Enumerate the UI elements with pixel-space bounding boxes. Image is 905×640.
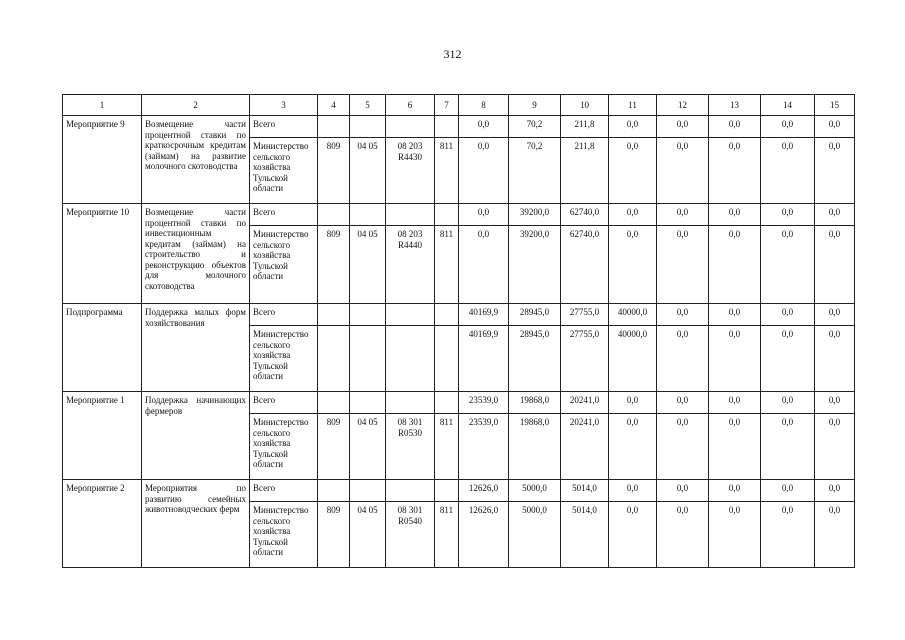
program-description: Возмещение части процентной ставки по инвестиционным кредитам (займам) на строительство и реконструкцию объектов для молочного скотоводства [142, 204, 250, 304]
value-cell: 0,0 [459, 138, 509, 204]
code-grbs-cell [318, 392, 350, 414]
executor-cell: Министерство сельского хозяйства Тульской области [250, 414, 318, 480]
code-section-cell: 04 05 [350, 414, 386, 480]
value-cell: 0,0 [761, 502, 815, 568]
value-cell: 0,0 [761, 138, 815, 204]
value-cell: 0,0 [657, 138, 709, 204]
value-cell: 211,8 [561, 138, 609, 204]
value-cell: 0,0 [657, 502, 709, 568]
code-grbs-cell: 809 [318, 226, 350, 304]
value-cell: 0,0 [761, 226, 815, 304]
column-header-11: 11 [609, 95, 657, 116]
column-header-4: 4 [318, 95, 350, 116]
program-name: Мероприятие 10 [63, 204, 142, 304]
executor-cell: Министерство сельского хозяйства Тульской области [250, 226, 318, 304]
code-type-cell [435, 480, 459, 502]
column-header-13: 13 [709, 95, 761, 116]
executor-cell: Министерство сельского хозяйства Тульской области [250, 138, 318, 204]
code-type-cell [435, 204, 459, 226]
value-cell: 39200,0 [509, 204, 561, 226]
value-cell: 211,8 [561, 116, 609, 138]
code-target-cell [386, 480, 435, 502]
code-type-cell: 811 [435, 414, 459, 480]
value-cell: 40000,0 [609, 326, 657, 392]
code-type-cell [435, 392, 459, 414]
value-cell: 0,0 [657, 204, 709, 226]
code-section-cell [350, 480, 386, 502]
value-cell: 0,0 [761, 326, 815, 392]
value-cell: 0,0 [657, 392, 709, 414]
code-type-cell: 811 [435, 138, 459, 204]
code-grbs-cell: 809 [318, 414, 350, 480]
value-cell: 23539,0 [459, 392, 509, 414]
code-target-cell: 08 203 R4440 [386, 226, 435, 304]
value-cell: 0,0 [761, 204, 815, 226]
value-cell: 0,0 [815, 138, 855, 204]
executor-cell: Всего [250, 304, 318, 326]
program-name: Мероприятие 1 [63, 392, 142, 480]
table-row-total [63, 304, 855, 326]
column-header-1: 1 [63, 95, 142, 116]
value-cell: 12626,0 [459, 502, 509, 568]
code-grbs-cell [318, 116, 350, 138]
code-grbs-cell: 809 [318, 138, 350, 204]
code-type-cell [435, 116, 459, 138]
executor-cell: Министерство сельского хозяйства Тульской области [250, 502, 318, 568]
table-row-total [63, 116, 855, 138]
value-cell: 40000,0 [609, 304, 657, 326]
code-target-cell [386, 392, 435, 414]
code-section-cell [350, 304, 386, 326]
value-cell: 0,0 [709, 414, 761, 480]
table-row-total [63, 204, 855, 226]
value-cell: 0,0 [609, 480, 657, 502]
executor-cell: Министерство сельского хозяйства Тульской области [250, 326, 318, 392]
value-cell: 0,0 [815, 226, 855, 304]
budget-table [62, 94, 855, 568]
code-grbs-cell [318, 304, 350, 326]
value-cell: 0,0 [657, 480, 709, 502]
code-target-cell: 08 203 R4430 [386, 138, 435, 204]
value-cell: 0,0 [815, 414, 855, 480]
value-cell: 0,0 [709, 480, 761, 502]
column-header-7: 7 [435, 95, 459, 116]
column-header-5: 5 [350, 95, 386, 116]
code-type-cell [435, 304, 459, 326]
code-target-cell [386, 116, 435, 138]
value-cell: 40169,9 [459, 326, 509, 392]
value-cell: 0,0 [709, 138, 761, 204]
header-row [63, 95, 855, 116]
value-cell: 0,0 [815, 116, 855, 138]
program-name: Мероприятие 2 [63, 480, 142, 568]
value-cell: 0,0 [815, 326, 855, 392]
code-grbs-cell [318, 326, 350, 392]
value-cell: 28945,0 [509, 326, 561, 392]
value-cell: 0,0 [709, 304, 761, 326]
value-cell: 0,0 [609, 502, 657, 568]
code-section-cell: 04 05 [350, 226, 386, 304]
program-description: Поддержка малых форм хозяйствования [142, 304, 250, 392]
value-cell: 5000,0 [509, 480, 561, 502]
value-cell: 0,0 [657, 414, 709, 480]
column-header-12: 12 [657, 95, 709, 116]
value-cell: 0,0 [459, 226, 509, 304]
column-header-10: 10 [561, 95, 609, 116]
value-cell: 0,0 [609, 116, 657, 138]
executor-cell: Всего [250, 392, 318, 414]
table-row-total [63, 392, 855, 414]
value-cell: 62740,0 [561, 204, 609, 226]
value-cell: 0,0 [657, 116, 709, 138]
value-cell: 0,0 [815, 480, 855, 502]
value-cell: 0,0 [815, 204, 855, 226]
value-cell: 0,0 [709, 226, 761, 304]
value-cell: 5014,0 [561, 480, 609, 502]
value-cell: 0,0 [657, 304, 709, 326]
value-cell: 0,0 [459, 204, 509, 226]
value-cell: 0,0 [657, 226, 709, 304]
value-cell: 70,2 [509, 138, 561, 204]
code-target-cell: 08 301 R0530 [386, 414, 435, 480]
code-target-cell [386, 204, 435, 226]
code-section-cell [350, 326, 386, 392]
program-name: Мероприятие 9 [63, 116, 142, 204]
value-cell: 0,0 [815, 392, 855, 414]
value-cell: 0,0 [761, 304, 815, 326]
value-cell: 0,0 [609, 414, 657, 480]
value-cell: 0,0 [815, 502, 855, 568]
value-cell: 0,0 [609, 392, 657, 414]
value-cell: 0,0 [709, 392, 761, 414]
value-cell: 0,0 [459, 116, 509, 138]
value-cell: 19868,0 [509, 414, 561, 480]
code-target-cell: 08 301 R0540 [386, 502, 435, 568]
value-cell: 0,0 [761, 392, 815, 414]
value-cell: 0,0 [815, 304, 855, 326]
column-header-9: 9 [509, 95, 561, 116]
value-cell: 0,0 [609, 226, 657, 304]
executor-cell: Всего [250, 204, 318, 226]
code-type-cell: 811 [435, 226, 459, 304]
value-cell: 20241,0 [561, 414, 609, 480]
program-description: Мероприятия по развитию семейных животноводческих ферм [142, 480, 250, 568]
code-section-cell [350, 116, 386, 138]
column-header-3: 3 [250, 95, 318, 116]
code-section-cell: 04 05 [350, 502, 386, 568]
column-header-15: 15 [815, 95, 855, 116]
page-number: 312 [443, 47, 462, 61]
value-cell: 0,0 [761, 414, 815, 480]
value-cell: 39200,0 [509, 226, 561, 304]
value-cell: 0,0 [709, 116, 761, 138]
table-body [63, 116, 855, 568]
value-cell: 0,0 [709, 502, 761, 568]
value-cell: 27755,0 [561, 326, 609, 392]
value-cell: 5000,0 [509, 502, 561, 568]
program-description: Поддержка начинающих фермеров [142, 392, 250, 480]
code-target-cell [386, 304, 435, 326]
code-grbs-cell [318, 204, 350, 226]
value-cell: 0,0 [657, 326, 709, 392]
program-description: Возмещение части процентной ставки по краткосрочным кредитам (займам) на развитие молочного скотоводства [142, 116, 250, 204]
code-type-cell: 811 [435, 502, 459, 568]
value-cell: 62740,0 [561, 226, 609, 304]
code-grbs-cell [318, 480, 350, 502]
value-cell: 0,0 [609, 204, 657, 226]
code-section-cell [350, 392, 386, 414]
value-cell: 0,0 [761, 116, 815, 138]
code-target-cell [386, 326, 435, 392]
column-header-2: 2 [142, 95, 250, 116]
value-cell: 0,0 [709, 326, 761, 392]
value-cell: 20241,0 [561, 392, 609, 414]
code-section-cell [350, 204, 386, 226]
value-cell: 12626,0 [459, 480, 509, 502]
value-cell: 0,0 [609, 138, 657, 204]
code-type-cell [435, 326, 459, 392]
value-cell: 28945,0 [509, 304, 561, 326]
value-cell: 19868,0 [509, 392, 561, 414]
executor-cell: Всего [250, 480, 318, 502]
value-cell: 23539,0 [459, 414, 509, 480]
value-cell: 27755,0 [561, 304, 609, 326]
program-name: Подпрограмма [63, 304, 142, 392]
code-grbs-cell: 809 [318, 502, 350, 568]
executor-cell: Всего [250, 116, 318, 138]
value-cell: 0,0 [709, 204, 761, 226]
value-cell: 40169,9 [459, 304, 509, 326]
value-cell: 70,2 [509, 116, 561, 138]
column-header-6: 6 [386, 95, 435, 116]
code-section-cell: 04 05 [350, 138, 386, 204]
column-header-8: 8 [459, 95, 509, 116]
value-cell: 0,0 [761, 480, 815, 502]
table-row-total [63, 480, 855, 502]
column-header-14: 14 [761, 95, 815, 116]
value-cell: 5014,0 [561, 502, 609, 568]
